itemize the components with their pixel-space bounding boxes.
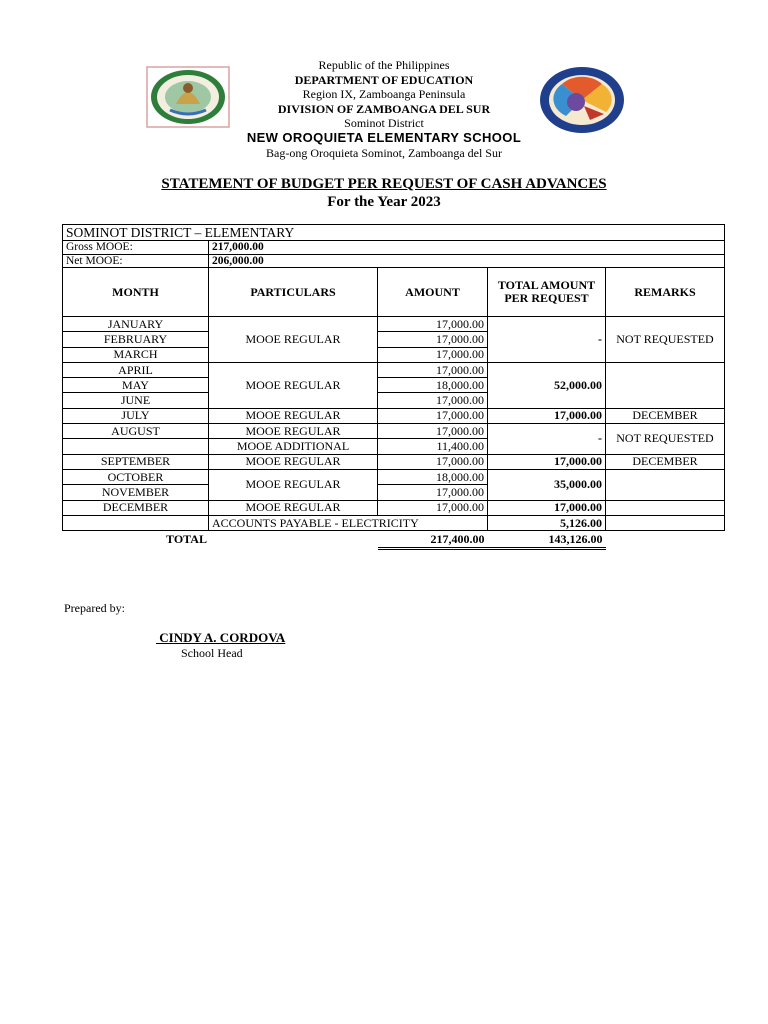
remarks-cell [606, 469, 725, 500]
particulars-cell: MOOE REGULAR [209, 408, 378, 423]
table-row [63, 362, 725, 377]
request-total-cell: 17,000.00 [488, 408, 606, 423]
amount-cell: 17,000.00 [378, 332, 488, 347]
total-label: TOTAL [166, 532, 207, 547]
month-cell: JANUARY [63, 317, 209, 332]
request-total-cell: - [488, 424, 606, 455]
payable-total: 5,126.00 [488, 515, 606, 530]
amount-cell: 17,000.00 [378, 362, 488, 377]
remarks-header: REMARKS [606, 268, 725, 317]
month-cell: MAY [63, 378, 209, 393]
month-cell: JULY [63, 408, 209, 423]
district-line: Sominot District [344, 116, 424, 131]
statement-year: For the Year 2023 [327, 193, 441, 210]
payable-label: ACCOUNTS PAYABLE - ELECTRICITY [209, 515, 488, 530]
gross-mooe-value: 217,000.00 [209, 241, 725, 255]
particulars-cell: MOOE REGULAR [209, 469, 378, 500]
division-line: DIVISION OF ZAMBOANGA DEL SUR [277, 101, 491, 116]
region-line: Region IX, Zamboanga Peninsula [302, 87, 466, 102]
request-total-cell: 17,000.00 [488, 454, 606, 469]
amount-cell: 17,000.00 [378, 500, 488, 515]
month-header: MONTH [63, 268, 209, 317]
table-row [63, 469, 725, 484]
district-label: SOMINOT DISTRICT – ELEMENTARY [63, 225, 725, 241]
amount-cell: 18,000.00 [378, 378, 488, 393]
empty-cell [63, 515, 209, 530]
request-total-cell: 52,000.00 [488, 362, 606, 408]
total-request-amount: 143,126.00 [488, 531, 606, 549]
particulars-cell: MOOE REGULAR [209, 424, 378, 439]
total-amount: 217,400.00 [378, 531, 488, 549]
column-header-row [63, 268, 725, 317]
table-row [63, 454, 725, 469]
particulars-cell: MOOE REGULAR [209, 500, 378, 515]
month-cell: APRIL [63, 362, 209, 377]
amount-cell: 17,000.00 [378, 393, 488, 408]
month-cell: DECEMBER [63, 500, 209, 515]
table-row [63, 408, 725, 423]
amount-header: AMOUNT [378, 268, 488, 317]
budget-table [62, 224, 725, 550]
month-cell: SEPTEMBER [63, 454, 209, 469]
remarks-cell: DECEMBER [606, 454, 725, 469]
school-name: NEW OROQUIETA ELEMENTARY SCHOOL [246, 129, 522, 145]
remarks-cell: NOT REQUESTED [606, 317, 725, 363]
prepared-by-label: Prepared by: [64, 601, 125, 615]
amount-cell: 17,000.00 [378, 347, 488, 362]
gross-mooe-row [63, 241, 725, 255]
particulars-header: PARTICULARS [209, 268, 378, 317]
remarks-cell: DECEMBER [606, 408, 725, 423]
net-mooe-label: Net MOOE: [63, 254, 209, 268]
gross-mooe-label: Gross MOOE: [63, 241, 209, 255]
department-line: DEPARTMENT OF EDUCATION [294, 72, 474, 87]
statement-title: STATEMENT OF BUDGET PER REQUEST OF CASH ADVANCES [161, 176, 607, 192]
total-row [63, 531, 725, 549]
month-cell: AUGUST [63, 424, 209, 439]
signatory-position: School Head [181, 646, 243, 660]
month-cell [63, 439, 209, 454]
document-title [0, 176, 768, 211]
month-cell: NOVEMBER [63, 485, 209, 500]
particulars-cell: MOOE REGULAR [209, 454, 378, 469]
amount-cell: 18,000.00 [378, 469, 488, 484]
amount-cell: 17,000.00 [378, 317, 488, 332]
payable-row [63, 515, 725, 530]
net-mooe-value: 206,000.00 [209, 254, 725, 268]
table-row [63, 424, 725, 439]
district-row [63, 225, 725, 241]
empty-cell [606, 531, 725, 549]
request-total-cell: - [488, 317, 606, 363]
month-cell: MARCH [63, 347, 209, 362]
request-total-cell: 17,000.00 [488, 500, 606, 515]
request-total-cell: 35,000.00 [488, 469, 606, 500]
total-amount-header: TOTAL AMOUNT PER REQUEST [488, 268, 606, 317]
table-row [63, 500, 725, 515]
remarks-cell [606, 500, 725, 515]
amount-cell: 11,400.00 [378, 439, 488, 454]
particulars-cell: MOOE ADDITIONAL [209, 439, 378, 454]
school-address: Bag-ong Oroquieta Sominot, Zamboanga del Sur [266, 145, 502, 160]
month-cell: FEBRUARY [63, 332, 209, 347]
amount-cell: 17,000.00 [378, 408, 488, 423]
amount-cell: 17,000.00 [378, 424, 488, 439]
empty-cell [606, 515, 725, 530]
month-cell: JUNE [63, 393, 209, 408]
amount-cell: 17,000.00 [378, 454, 488, 469]
signatory-name: CINDY A. CORDOVA [156, 630, 286, 645]
net-mooe-row [63, 254, 725, 268]
remarks-cell [606, 362, 725, 408]
letterhead [0, 58, 768, 160]
republic-line: Republic of the Philippines [318, 58, 450, 72]
month-cell: OCTOBER [63, 469, 209, 484]
particulars-cell: MOOE REGULAR [209, 362, 378, 408]
amount-cell: 17,000.00 [378, 485, 488, 500]
remarks-cell: NOT REQUESTED [606, 424, 725, 455]
particulars-cell: MOOE REGULAR [209, 317, 378, 363]
table-row [63, 317, 725, 332]
